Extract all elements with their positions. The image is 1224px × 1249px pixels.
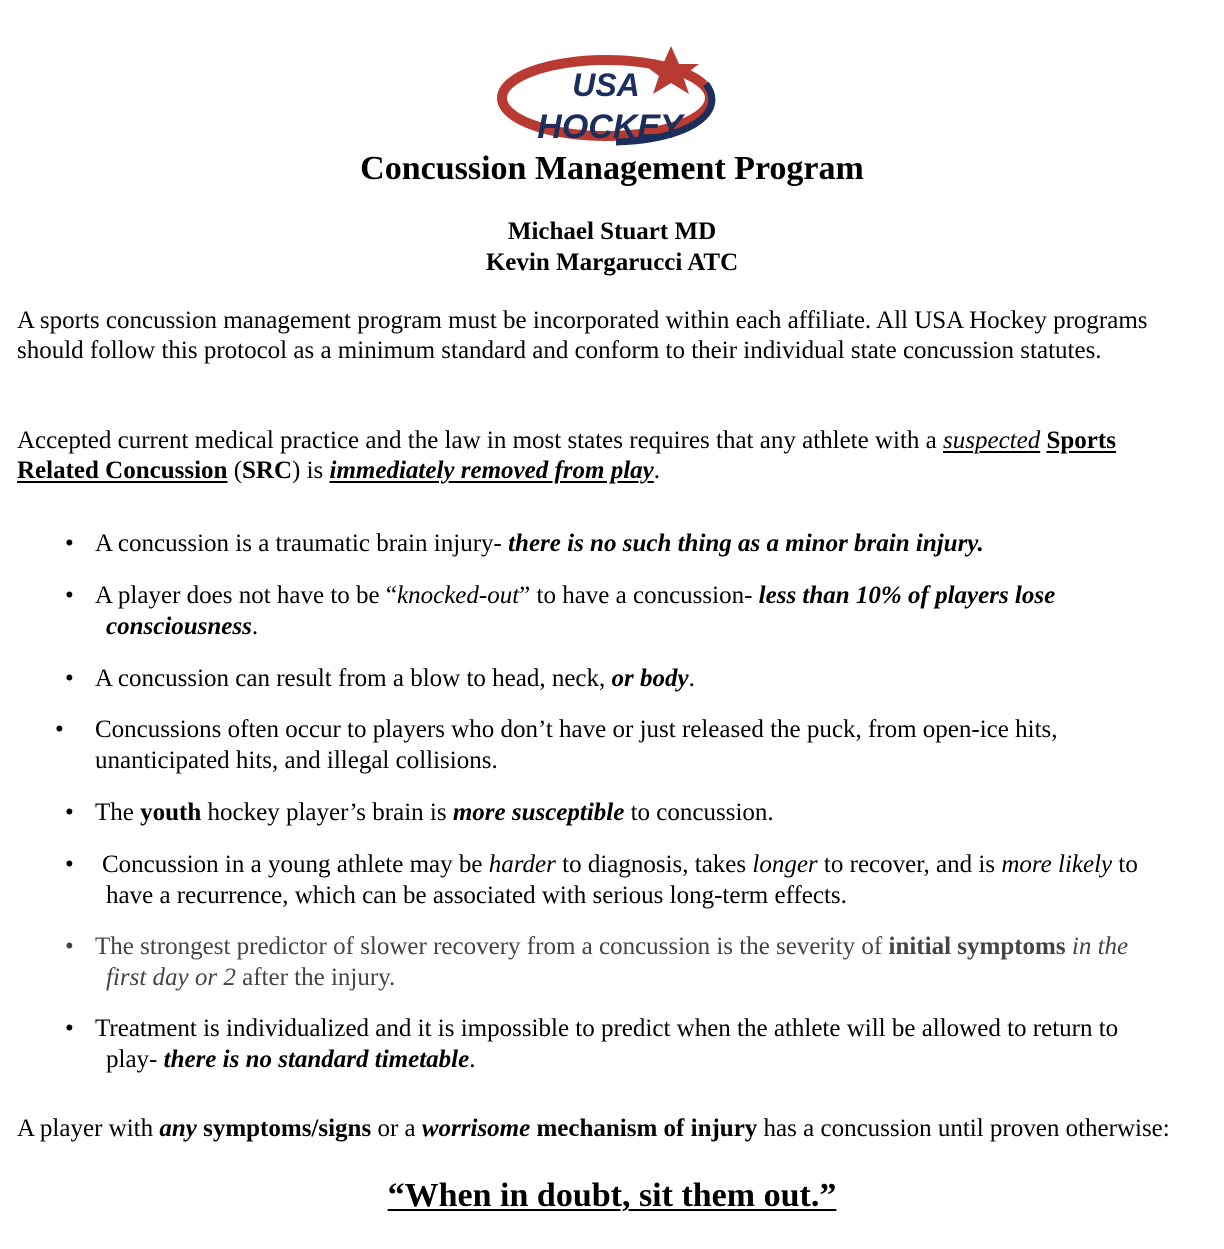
author-name: Kevin Margarucci ATC: [485, 249, 739, 276]
logo-hockey-text: HOCKEY: [537, 108, 683, 146]
star-icon: [643, 46, 699, 94]
list-item: • A player does not have to be “knocked-out” to have a concussion- less than 10% of players lose consciousness.: [65, 582, 1056, 640]
logo-usa-text: USA: [572, 67, 640, 103]
list-item: • Treatment is individualized and it is impossible to predict when the athlete will be allowed to return to play- there is no standard timetable.: [65, 1015, 1119, 1073]
intro-paragraph: A sports concussion management program must be incorporated within each affiliate. All USA Hockey programs should follow this protocol as a minimum standard and conform to their individual state concussion statutes.: [17, 307, 1148, 364]
authors-block: [0, 216, 1224, 278]
list-item: • A concussion can result from a blow to head, neck, or body.: [65, 665, 695, 692]
closing-quote: “When in doubt, sit them out.”: [387, 1177, 837, 1214]
list-item: • The strongest predictor of slower recovery from a concussion is the severity of initial symptoms in the first day or 2 after the injury.: [65, 933, 1129, 991]
closing-paragraph: A player with any symptoms/signs or a worrisome mechanism of injury has a concussion until proven otherwise:: [17, 1115, 1170, 1142]
list-item: • The youth hockey player’s brain is more susceptible to concussion.: [65, 799, 774, 826]
author-name: Michael Stuart MD: [507, 218, 717, 245]
list-item: • Concussions often occur to players who don’t have or just released the puck, from open-ice hits, unanticipated hits, and illegal collisions.: [55, 716, 1058, 774]
page-title: Concussion Management Program: [360, 150, 864, 187]
src-paragraph: Accepted current medical practice and the law in most states requires that any athlete with a suspected Sports Related Concussion (SRC) is immediately removed from play.: [17, 427, 1116, 484]
usa-hockey-logo: [496, 44, 728, 148]
list-item: • Concussion in a young athlete may be harder to diagnosis, takes longer to recover, and is more likely to have a recurrence, which can be associated with serious long-term effects.: [65, 851, 1138, 909]
list-item: • A concussion is a traumatic brain injury- there is no such thing as a minor brain injury.: [65, 530, 984, 557]
